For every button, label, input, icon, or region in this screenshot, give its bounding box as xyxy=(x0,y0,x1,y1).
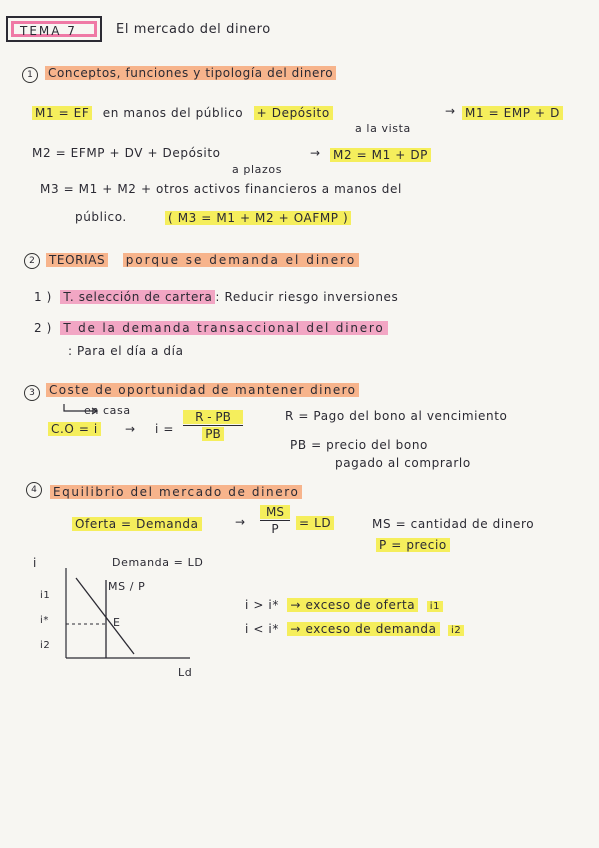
p-definition xyxy=(376,538,450,552)
m3-line: M3 = M1 + M2 + otros activos financieros a manos del xyxy=(40,182,402,196)
pb-definition-2: pagado al comprarlo xyxy=(335,456,471,470)
section-1-number: 1 xyxy=(22,67,38,83)
cond-1-ineq: i > i* xyxy=(245,598,279,612)
theory-1 xyxy=(34,290,398,304)
m2-arrow: → xyxy=(310,146,321,160)
money-market-graph xyxy=(30,550,210,680)
m1-mid: en manos del público xyxy=(102,106,244,120)
p-definition-text: P = precio xyxy=(376,538,450,552)
co-formula xyxy=(48,422,101,436)
ms-frac-bar xyxy=(260,520,290,521)
m3-cont: público. xyxy=(75,210,127,224)
section-4-heading-text: Equilibrio del mercado de dinero xyxy=(50,485,302,499)
r-definition: R = Pago del bono al vencimiento xyxy=(285,409,508,423)
m1-deposit-sub: a la vista xyxy=(355,122,411,135)
m1-deposit: + Depósito xyxy=(254,106,333,120)
theory-1-name: T. selección de cartera xyxy=(60,290,215,304)
graph-tick-i1: i1 xyxy=(40,590,51,601)
section-1-heading-text: Conceptos, funciones y tipología del dinero xyxy=(45,66,336,80)
theory-1-desc: : Reducir riesgo inversiones xyxy=(215,290,399,304)
graph-x-axis-label: Ld xyxy=(178,666,193,679)
graph-y-axis-label: i xyxy=(33,556,37,570)
section-2-number: 2 xyxy=(24,253,40,269)
section-2-heading-hl: TEORIAS xyxy=(46,253,108,267)
cond-1 xyxy=(245,598,443,612)
section-3-heading xyxy=(46,383,359,397)
section-1-heading xyxy=(45,66,336,80)
m2-result-text: M2 = M1 + DP xyxy=(330,148,431,162)
section-2-heading xyxy=(46,253,359,267)
graph-supply-label: MS / P xyxy=(108,580,146,593)
tema-box xyxy=(6,16,102,42)
section-2-heading-rest: porque se demanda el dinero xyxy=(123,253,359,267)
page-title: El mercado del dinero xyxy=(116,22,271,37)
i-fraction xyxy=(183,410,243,441)
ms-fraction xyxy=(260,505,290,536)
s3-note: en casa xyxy=(84,404,131,417)
section-4-heading xyxy=(50,485,302,499)
section-3-number: 3 xyxy=(24,385,40,401)
m3-result-text: ( M3 = M1 + M2 + OAFMP ) xyxy=(165,211,351,225)
m1-result-text: M1 = EMP + D xyxy=(462,106,563,120)
i-frac-num: R - PB xyxy=(183,410,243,424)
s4-arrow: → xyxy=(235,515,246,529)
i-frac-den: PB xyxy=(202,427,223,441)
cond-1-tag: i1 xyxy=(427,601,443,612)
m2-result xyxy=(330,148,431,162)
m1-arrow: → xyxy=(445,104,456,118)
eq-ld xyxy=(296,516,334,530)
cond-2-tag: i2 xyxy=(448,625,464,636)
section-4-number: 4 xyxy=(26,482,42,498)
i-eq: i = xyxy=(155,422,175,436)
ms-definition: MS = cantidad de dinero xyxy=(372,517,535,531)
graph-tick-i2: i2 xyxy=(40,640,51,651)
cond-2 xyxy=(245,622,464,636)
oferta-demanda xyxy=(72,517,202,531)
section-3-heading-text: Coste de oportunidad de mantener dinero xyxy=(46,383,359,397)
theory-2-name: T de la demanda transaccional del dinero xyxy=(60,321,387,335)
m2-sub: a plazos xyxy=(232,163,283,176)
m2-line: M2 = EFMP + DV + Depósito xyxy=(32,146,221,160)
m1-lhs: M1 = EF xyxy=(32,106,92,120)
graph-point-e: E xyxy=(113,616,121,629)
tema-label: TEMA 7 xyxy=(11,21,97,37)
graph-tick-istar: i* xyxy=(40,615,49,626)
m1-result xyxy=(462,106,563,120)
co-formula-text: C.O = i xyxy=(48,422,101,436)
m3-result xyxy=(165,211,351,225)
theory-2-num: 2 ) xyxy=(34,321,52,335)
graph-demand-label: Demanda = LD xyxy=(112,556,204,569)
ms-frac-den: P xyxy=(271,522,279,536)
cond-1-result: → exceso de oferta xyxy=(287,598,418,612)
theory-2-desc: : Para el día a día xyxy=(68,344,184,358)
cond-2-result: → exceso de demanda xyxy=(287,622,439,636)
ms-frac-num: MS xyxy=(260,505,290,519)
pb-definition: PB = precio del bono xyxy=(290,438,428,452)
s3-arrow: → xyxy=(125,422,136,436)
i-frac-bar xyxy=(183,425,243,426)
m1-line xyxy=(32,106,333,120)
eq-ld-text: = LD xyxy=(296,516,334,530)
theory-2 xyxy=(34,321,388,335)
oferta-demanda-text: Oferta = Demanda xyxy=(72,517,202,531)
cond-2-ineq: i < i* xyxy=(245,622,279,636)
theory-1-num: 1 ) xyxy=(34,290,52,304)
